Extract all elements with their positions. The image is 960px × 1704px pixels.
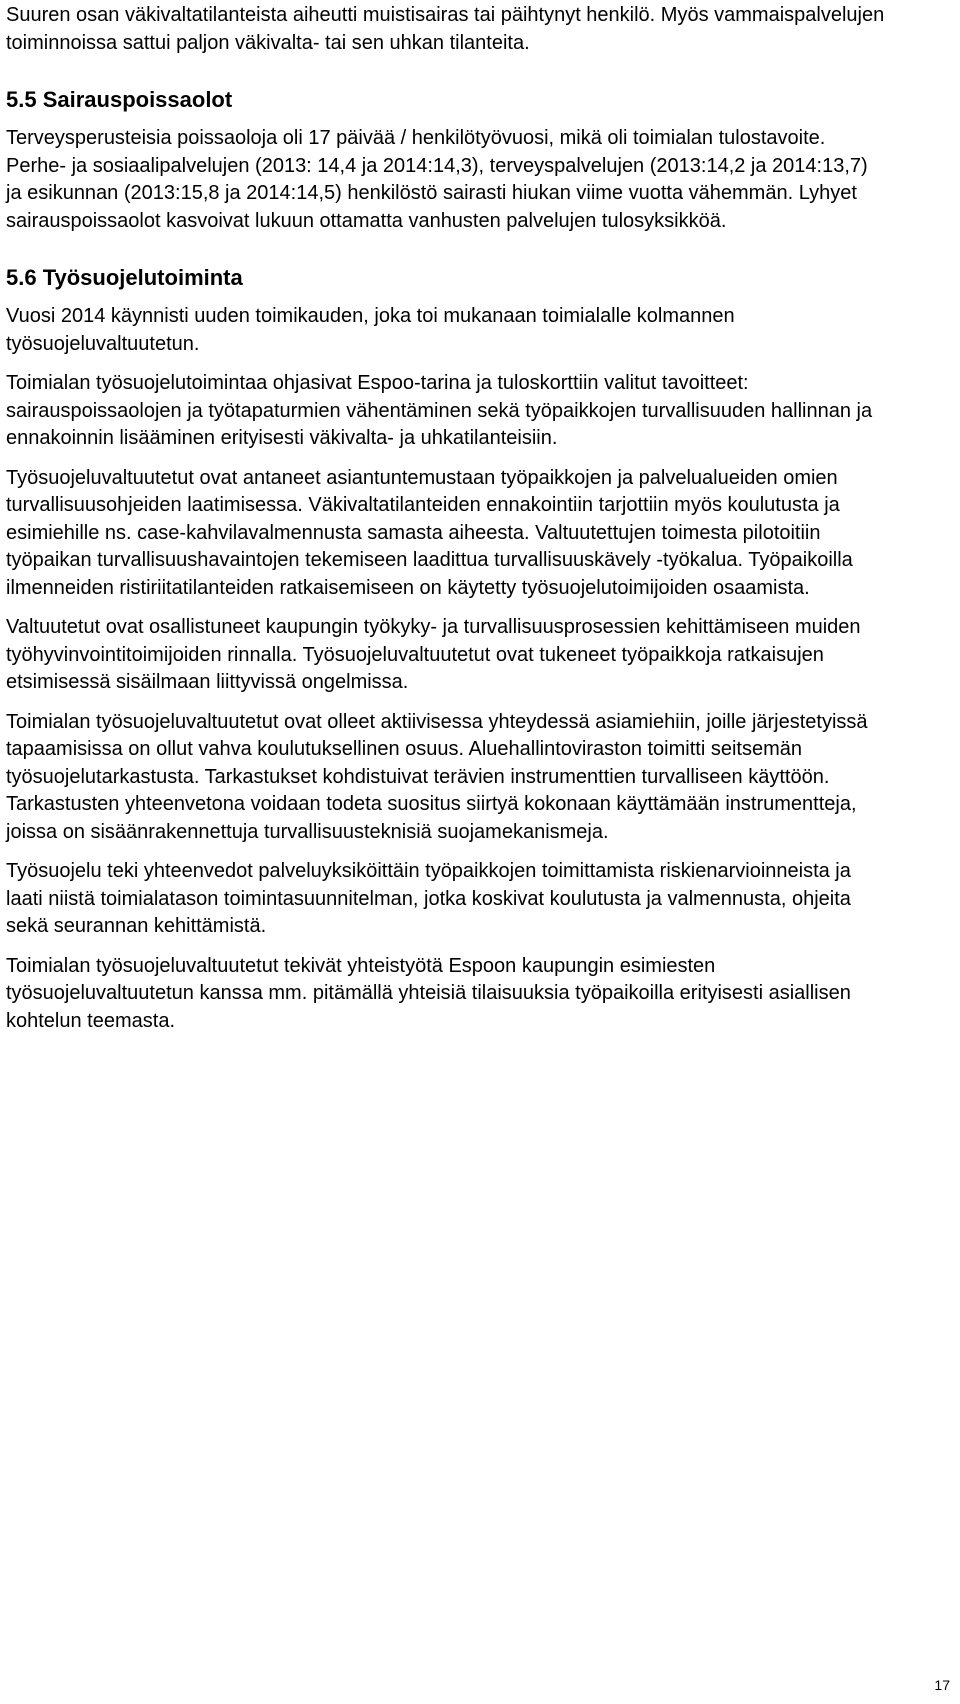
paragraph-tarkastukset: Toimialan työsuojeluvaltuutetut ovat olleet aktiivisessa yhteydessä asiamiehiin, joille järjestetyissä tapaamisissa on ollut vahva koulutuksellinen osuus. Aluehallintoviraston toimitti seitsemän työsuojelutarkastusta. Tarkastukset kohdistuivat terävien instrumenttien turvalliseen käyttöön. Tarkastusten yhteenvetona voidaan todeta suositus siirtyä kokonaan käyttämään instrumentteja, joissa on sisäänrakennettuja turvallisuusteknisiä suojamekanismeja.	[6, 710, 868, 843]
section-heading-sairauspoissaolot: 5.5 Sairauspoissaolot	[6, 87, 233, 112]
intro-paragraph: Suuren osan väkivaltatilanteista aiheutti muistisairas tai päihtynyt henkilö. Myös vammaispalvelujen toiminnoissa sattui paljon väkivalta- tai sen uhkan tilanteita.	[6, 4, 885, 54]
paragraph-toimikausi: Vuosi 2014 käynnisti uuden toimikauden, joka toi mukanaan toimialalle kolmannen työsuojeluvaltuutetun.	[6, 305, 735, 355]
paragraph-yhteistyo: Toimialan työsuojeluvaltuutetut tekivät yhteistyötä Espoon kaupungin esimiesten työsuojeluvaltuutetun kanssa mm. pitämällä yhteisiä tilaisuuksia työpaikoilla erityisesti asiallisen kohtelun teemasta.	[6, 954, 851, 1032]
paragraph-sairauspoissaolot: Terveysperusteisia poissaoloja oli 17 päivää / henkilötyövuosi, mikä oli toimialan tulostavoite. Perhe- ja sosiaalipalvelujen (2013: 14,4 ja 2014:14,3), terveyspalvelujen (2013:14,2 ja 2014:13,7) ja esikunnan (2013:15,8 ja 2014:14,5) henkilöstö sairasti hiukan viime vuotta vähemmän. Lyhyet sairauspoissaolot kasvoivat lukuun ottamatta vanhusten palvelujen tulosyksikköä.	[6, 127, 868, 232]
page-number: 17	[934, 1677, 950, 1693]
paragraph-riskienarvioinnit: Työsuojelu teki yhteenvedot palveluyksiköittäin työpaikkojen toimittamista riskienarvioinneista ja laati niistä toimialatason toimintasuunnitelman, jotka koskivat koulutusta ja valmennusta, ohjeita sekä seurannan kehittämistä.	[6, 860, 851, 937]
section-heading-tyosuojelutoiminta: 5.6 Työsuojelutoiminta	[6, 265, 243, 290]
paragraph-tavoitteet: Toimialan työsuojelutoimintaa ohjasivat Espoo-tarina ja tuloskorttiin valitut tavoitteet: sairauspoissaolojen ja työtapaturmien vähentäminen sekä työpaikkojen turvallisuuden hallinnan ja ennakoinnin lisääminen erityisesti väkivalta- ja uhkatilanteisiin.	[6, 372, 873, 449]
page-content	[6, 2, 886, 1035]
paragraph-asiantuntemus: Työsuojeluvaltuutetut ovat antaneet asiantuntemustaan työpaikkojen ja palvelualueiden omien turvallisuusohjeiden laatimisessa. Väkivaltatilanteiden ennakointiin tarjottiin myös koulutusta ja esimiehille ns. case-kahvilavalmennusta samasta aiheesta. Valtuutettujen toimesta pilotoitiin työpaikan turvallisuushavaintojen tekemiseen laadittua turvallisuuskävely -työkalua. Työpaikoilla ilmenneiden ristiriitatilanteiden ratkaisemiseen on käytetty työsuojelutoimijoiden osaamista.	[6, 466, 853, 599]
paragraph-osallistuminen: Valtuutetut ovat osallistuneet kaupungin työkyky- ja turvallisuusprosessien kehittämiseen muiden työhyvinvointitoimijoiden rinnalla. Työsuojeluvaltuutetut ovat tukeneet työpaikkoja ratkaisujen etsimisessä sisäilmaan liittyvissä ongelmissa.	[6, 616, 861, 693]
